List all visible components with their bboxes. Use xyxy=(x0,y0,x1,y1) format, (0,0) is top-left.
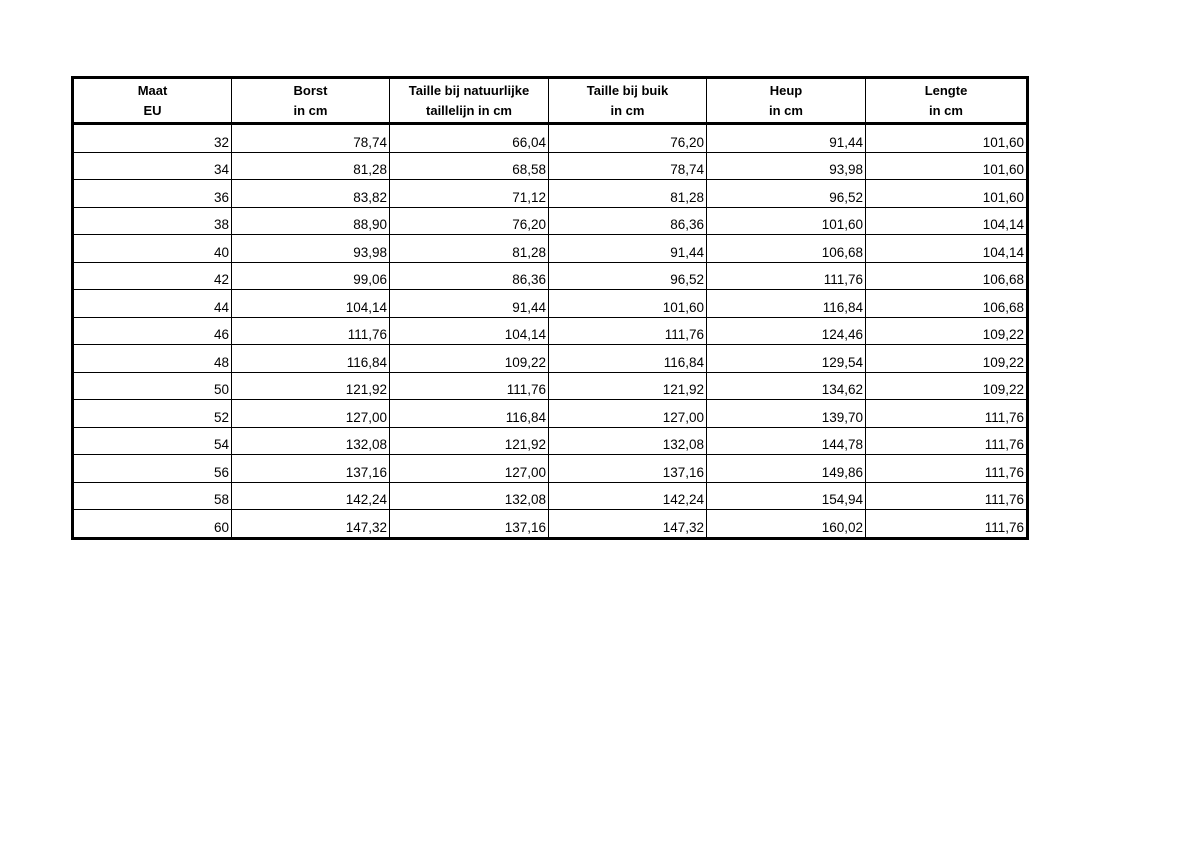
header-borst-line-2: in cm xyxy=(293,102,328,118)
header-row xyxy=(73,78,1028,124)
cell-taille-natuurlijk: 137,16 xyxy=(390,510,549,539)
cell-heup: 144,78 xyxy=(707,427,866,455)
header-maat-line-1: Maat xyxy=(137,82,168,98)
cell-taille-buik: 101,60 xyxy=(549,290,707,318)
cell-lengte: 111,76 xyxy=(866,510,1028,539)
cell-taille-natuurlijk: 81,28 xyxy=(390,235,549,263)
cell-maat: 34 xyxy=(73,152,232,180)
cell-maat: 38 xyxy=(73,207,232,235)
header-lengte-line-2: in cm xyxy=(929,102,963,118)
cell-taille-buik: 111,76 xyxy=(549,317,707,345)
header-heup-line-1: Heup xyxy=(769,82,803,98)
cell-heup: 154,94 xyxy=(707,482,866,510)
cell-heup: 124,46 xyxy=(707,317,866,345)
header-taille-buik xyxy=(549,78,707,124)
table-row xyxy=(73,124,1028,153)
table-row xyxy=(73,235,1028,263)
cell-taille-buik: 137,16 xyxy=(549,455,707,483)
cell-maat: 44 xyxy=(73,290,232,318)
cell-borst: 132,08 xyxy=(232,427,390,455)
header-maat-line-2: EU xyxy=(143,102,162,118)
cell-borst: 127,00 xyxy=(232,400,390,428)
cell-taille-natuurlijk: 132,08 xyxy=(390,482,549,510)
cell-taille-natuurlijk: 76,20 xyxy=(390,207,549,235)
table-row xyxy=(73,262,1028,290)
cell-heup: 96,52 xyxy=(707,180,866,208)
cell-lengte: 111,76 xyxy=(866,482,1028,510)
table-row xyxy=(73,400,1028,428)
header-borst xyxy=(232,78,390,124)
cell-lengte: 111,76 xyxy=(866,455,1028,483)
cell-heup: 91,44 xyxy=(707,124,866,153)
cell-lengte: 104,14 xyxy=(866,235,1028,263)
cell-lengte: 101,60 xyxy=(866,180,1028,208)
cell-lengte: 106,68 xyxy=(866,262,1028,290)
cell-heup: 129,54 xyxy=(707,345,866,373)
table-row xyxy=(73,372,1028,400)
header-lengte-line-1: Lengte xyxy=(924,82,968,98)
cell-heup: 111,76 xyxy=(707,262,866,290)
cell-taille-buik: 142,24 xyxy=(549,482,707,510)
cell-maat: 58 xyxy=(73,482,232,510)
cell-maat: 32 xyxy=(73,124,232,153)
table-row xyxy=(73,427,1028,455)
cell-lengte: 106,68 xyxy=(866,290,1028,318)
cell-lengte: 101,60 xyxy=(866,124,1028,153)
cell-taille-natuurlijk: 127,00 xyxy=(390,455,549,483)
cell-heup: 149,86 xyxy=(707,455,866,483)
cell-maat: 48 xyxy=(73,345,232,373)
cell-heup: 139,70 xyxy=(707,400,866,428)
cell-taille-buik: 86,36 xyxy=(549,207,707,235)
cell-borst: 93,98 xyxy=(232,235,390,263)
cell-heup: 160,02 xyxy=(707,510,866,539)
cell-taille-buik: 116,84 xyxy=(549,345,707,373)
header-taille-buik-line-1: Taille bij buik xyxy=(586,82,669,98)
cell-taille-buik: 127,00 xyxy=(549,400,707,428)
table-row xyxy=(73,345,1028,373)
header-taille-natuurlijk-line-2: taillelijn in cm xyxy=(426,102,512,118)
cell-borst: 116,84 xyxy=(232,345,390,373)
cell-taille-buik: 96,52 xyxy=(549,262,707,290)
cell-heup: 101,60 xyxy=(707,207,866,235)
header-maat xyxy=(73,78,232,124)
table-header xyxy=(73,78,1028,124)
header-borst-line-1: Borst xyxy=(293,82,328,98)
table-row xyxy=(73,180,1028,208)
table-row xyxy=(73,290,1028,318)
cell-heup: 106,68 xyxy=(707,235,866,263)
cell-taille-buik: 76,20 xyxy=(549,124,707,153)
cell-borst: 83,82 xyxy=(232,180,390,208)
cell-borst: 88,90 xyxy=(232,207,390,235)
cell-borst: 104,14 xyxy=(232,290,390,318)
cell-taille-buik: 147,32 xyxy=(549,510,707,539)
cell-taille-buik: 78,74 xyxy=(549,152,707,180)
cell-heup: 93,98 xyxy=(707,152,866,180)
header-lengte xyxy=(866,78,1028,124)
cell-maat: 42 xyxy=(73,262,232,290)
cell-maat: 36 xyxy=(73,180,232,208)
cell-heup: 116,84 xyxy=(707,290,866,318)
cell-borst: 99,06 xyxy=(232,262,390,290)
header-heup-line-2: in cm xyxy=(769,102,803,118)
cell-lengte: 101,60 xyxy=(866,152,1028,180)
cell-lengte: 109,22 xyxy=(866,372,1028,400)
cell-taille-natuurlijk: 109,22 xyxy=(390,345,549,373)
cell-borst: 81,28 xyxy=(232,152,390,180)
cell-borst: 142,24 xyxy=(232,482,390,510)
table-row xyxy=(73,482,1028,510)
table-row xyxy=(73,455,1028,483)
cell-lengte: 111,76 xyxy=(866,400,1028,428)
cell-taille-natuurlijk: 111,76 xyxy=(390,372,549,400)
header-heup xyxy=(707,78,866,124)
cell-borst: 147,32 xyxy=(232,510,390,539)
cell-taille-natuurlijk: 91,44 xyxy=(390,290,549,318)
cell-maat: 50 xyxy=(73,372,232,400)
size-chart-table xyxy=(71,76,1029,540)
cell-taille-natuurlijk: 121,92 xyxy=(390,427,549,455)
cell-maat: 40 xyxy=(73,235,232,263)
cell-maat: 54 xyxy=(73,427,232,455)
cell-lengte: 104,14 xyxy=(866,207,1028,235)
cell-maat: 52 xyxy=(73,400,232,428)
cell-taille-natuurlijk: 86,36 xyxy=(390,262,549,290)
table-row xyxy=(73,152,1028,180)
cell-taille-natuurlijk: 116,84 xyxy=(390,400,549,428)
cell-lengte: 109,22 xyxy=(866,317,1028,345)
header-taille-natuurlijk-line-1: Taille bij natuurlijke xyxy=(408,82,530,98)
cell-taille-buik: 91,44 xyxy=(549,235,707,263)
cell-taille-natuurlijk: 71,12 xyxy=(390,180,549,208)
table-row xyxy=(73,207,1028,235)
cell-taille-buik: 81,28 xyxy=(549,180,707,208)
cell-borst: 78,74 xyxy=(232,124,390,153)
cell-maat: 60 xyxy=(73,510,232,539)
cell-maat: 46 xyxy=(73,317,232,345)
cell-taille-buik: 132,08 xyxy=(549,427,707,455)
cell-lengte: 111,76 xyxy=(866,427,1028,455)
header-taille-buik-line-2: in cm xyxy=(610,102,645,118)
cell-heup: 134,62 xyxy=(707,372,866,400)
table-body xyxy=(73,124,1028,539)
cell-taille-natuurlijk: 68,58 xyxy=(390,152,549,180)
cell-borst: 137,16 xyxy=(232,455,390,483)
table-row xyxy=(73,510,1028,539)
cell-maat: 56 xyxy=(73,455,232,483)
cell-taille-natuurlijk: 104,14 xyxy=(390,317,549,345)
table-row xyxy=(73,317,1028,345)
header-taille-natuurlijk xyxy=(390,78,549,124)
cell-borst: 121,92 xyxy=(232,372,390,400)
cell-borst: 111,76 xyxy=(232,317,390,345)
cell-taille-natuurlijk: 66,04 xyxy=(390,124,549,153)
cell-lengte: 109,22 xyxy=(866,345,1028,373)
cell-taille-buik: 121,92 xyxy=(549,372,707,400)
